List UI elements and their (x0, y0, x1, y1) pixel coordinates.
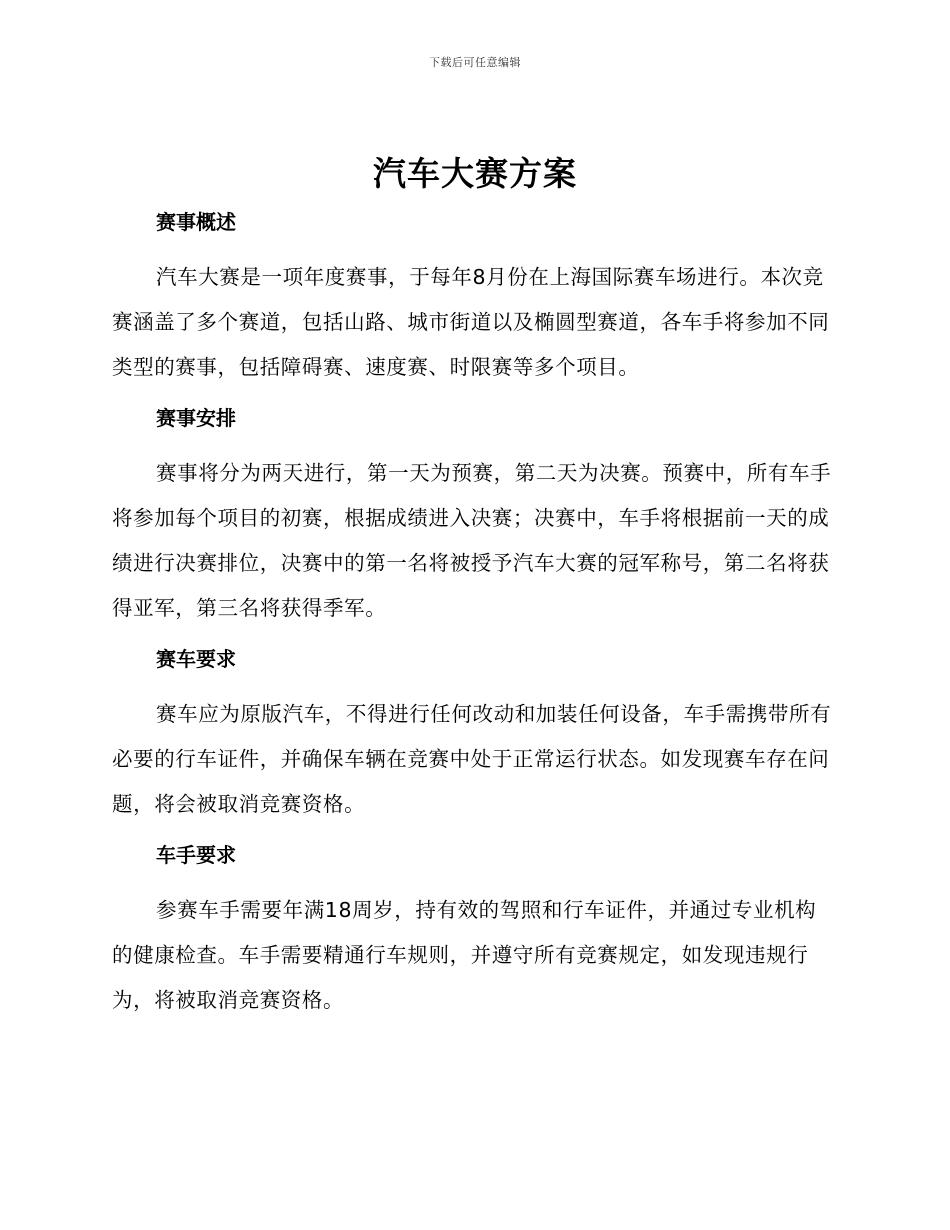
page-header-note: 下载后可任意编辑 (429, 56, 521, 69)
document-title: 汽车大赛方案 (373, 154, 577, 193)
section-overview (112, 206, 832, 390)
section-heading: 赛事概述 (156, 210, 236, 234)
section-heading: 赛车要求 (156, 647, 236, 671)
section-paragraph: 赛车应为原版汽车，不得进行任何改动和加装任何设备，车手需携带所有必要的行车证件，并确保车辆在竞赛中处于正常运行状态。如发现赛车存在问题，将会被取消竞赛资格。 (112, 702, 832, 816)
section-paragraph: 赛事将分为两天进行，第一天为预赛，第二天为决赛。预赛中，所有车手将参加每个项目的初赛，根据成绩进入决赛；决赛中，车手将根据前一天的成绩进行决赛排位，决赛中的第一名将被授予汽车大赛的冠军称号，第二名将获得亚军，第三名将获得季军。 (112, 461, 832, 620)
section-paragraph: 参赛车手需要年满18周岁，持有效的驾照和行车证件，并通过专业机构的健康检查。车手需要精通行车规则，并遵守所有竞赛规定，如发现违规行为，将被取消竞赛资格。 (112, 898, 817, 1012)
section-schedule (112, 402, 832, 631)
section-heading: 车手要求 (156, 843, 236, 867)
section-heading: 赛事安排 (156, 406, 236, 430)
section-paragraph: 汽车大赛是一项年度赛事，于每年8月份在上海国际赛车场进行。本次竞赛涵盖了多个赛道，包括山路、城市街道以及椭圆型赛道，各车手将参加不同类型的赛事，包括障碍赛、速度赛、时限赛等多个项目。 (112, 265, 830, 379)
document-body (112, 206, 832, 1035)
section-car-requirements (112, 643, 832, 827)
section-driver-requirements (112, 839, 832, 1023)
